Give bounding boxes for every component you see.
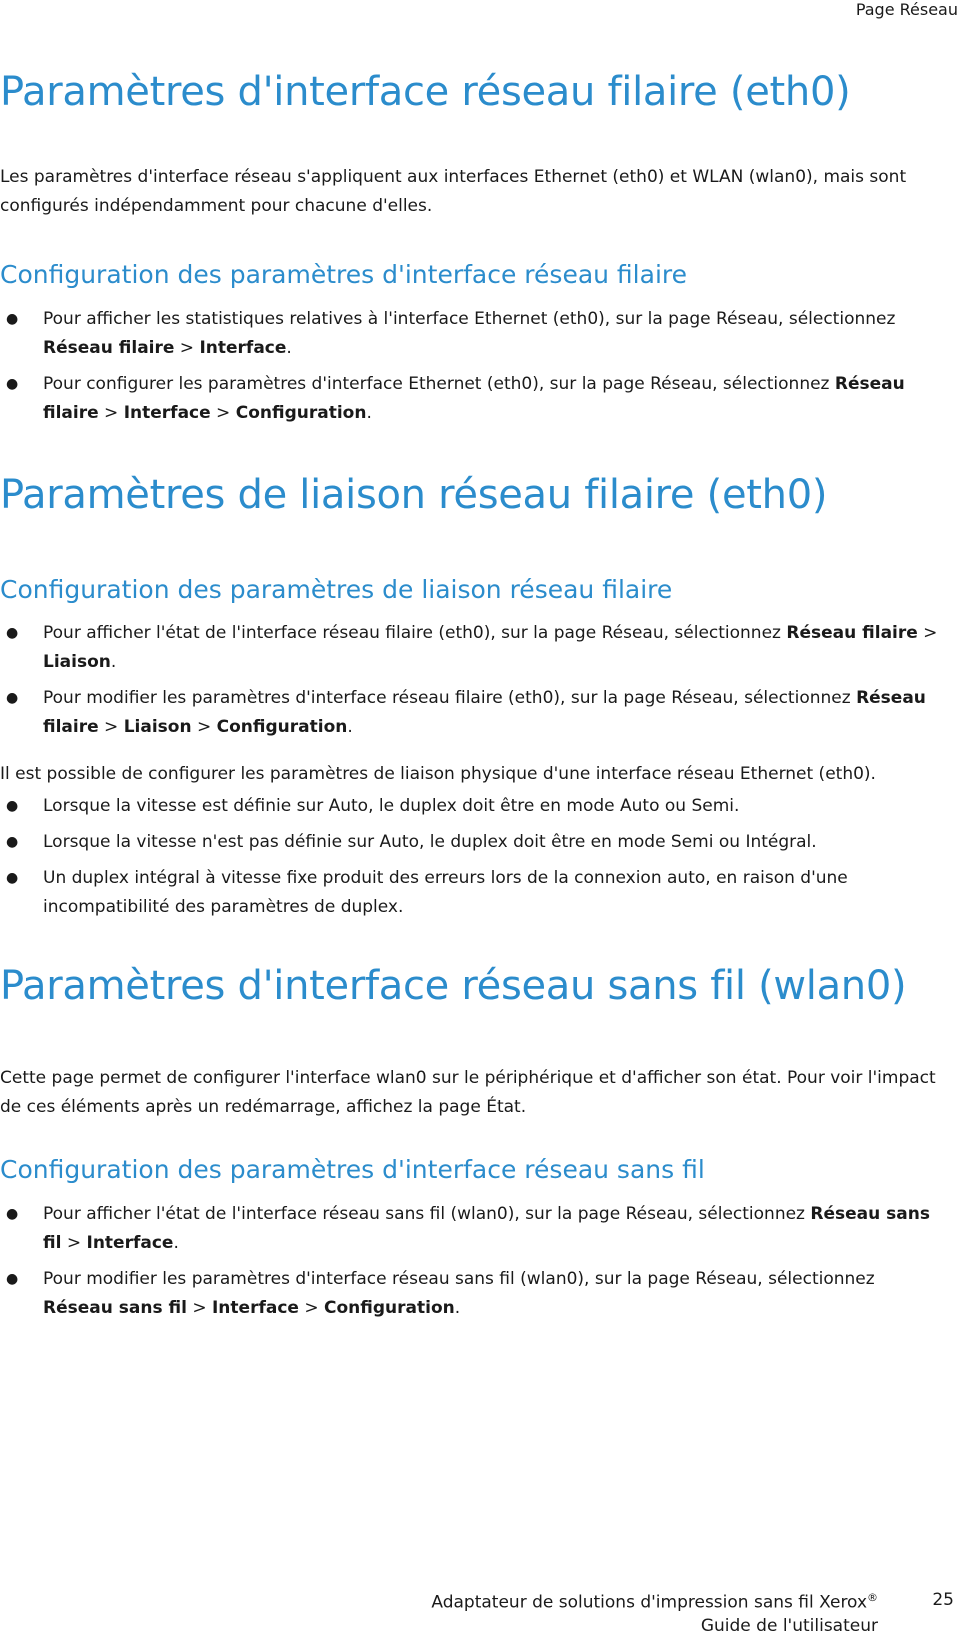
list-item: ● Pour afficher l'état de l'interface réseau filaire (eth0), sur la page Réseau, sélectionnez Réseau filaire > Liaison. xyxy=(0,619,940,677)
menu-path-item: Interface xyxy=(86,1233,174,1253)
bullet-icon: ● xyxy=(6,870,19,886)
menu-path-item: Réseau filaire xyxy=(786,623,918,643)
bullet-list-wireless-interface xyxy=(0,1200,940,1330)
list-item: ● Pour afficher les statistiques relatives à l'interface Ethernet (eth0), sur la page Réseau, sélectionnez Réseau filaire > Interface. xyxy=(0,305,940,363)
bullet-text: Pour afficher l'état de l'interface réseau sans fil (wlan0), sur la page Réseau, sélectionnez xyxy=(43,1204,811,1224)
list-item xyxy=(0,828,940,857)
bullet-icon: ● xyxy=(6,311,19,327)
bullet-text: Pour modifier les paramètres d'interface réseau sans fil (wlan0), sur la page Réseau, sélectionnez xyxy=(43,1269,875,1289)
running-header: Page Réseau xyxy=(855,0,958,19)
menu-path-item: Réseau filaire xyxy=(43,688,926,737)
menu-path-item: Réseau sans fil xyxy=(43,1298,187,1318)
bullet-icon: ● xyxy=(6,798,19,814)
registered-mark: ® xyxy=(867,1591,878,1604)
menu-path-item: Interface xyxy=(199,338,287,358)
menu-path-item: Réseau filaire xyxy=(43,374,905,423)
bullet-list-wired-interface xyxy=(0,305,940,435)
menu-path-item: Interface xyxy=(211,1298,299,1318)
bullet-text: Lorsque la vitesse est définie sur Auto, le duplex doit être en mode Auto ou Semi. xyxy=(43,796,740,816)
bullet-text: Lorsque la vitesse n'est pas définie sur Auto, le duplex doit être en mode Semi ou Intégral. xyxy=(43,832,817,852)
subsection-title-wired-interface-config: Configuration des paramètres d'interface réseau filaire xyxy=(0,260,687,289)
bullet-icon: ● xyxy=(6,834,19,850)
list-item: ● Pour configurer les paramètres d'interface Ethernet (eth0), sur la page Réseau, sélectionnez Réseau filaire > Interface > Configuration. xyxy=(0,370,940,428)
bullet-text: Pour afficher les statistiques relatives à l'interface Ethernet (eth0), sur la page Réseau, sélectionnez xyxy=(43,309,896,329)
subsection-title-wireless-interface-config: Configuration des paramètres d'interface réseau sans fil xyxy=(0,1155,705,1184)
section-title-wired-interface: Paramètres d'interface réseau filaire (eth0) xyxy=(0,69,851,115)
list-item: ● Pour modifier les paramètres d'interface réseau filaire (eth0), sur la page Réseau, sélectionnez Réseau filaire > Liaison > Configuration. xyxy=(0,684,940,742)
menu-path-item: Configuration xyxy=(324,1298,455,1318)
list-item: ● Pour afficher l'état de l'interface réseau sans fil (wlan0), sur la page Réseau, sélectionnez Réseau sans fil > Interface. xyxy=(0,1200,940,1258)
menu-path-item: Réseau filaire xyxy=(43,338,175,358)
menu-path-item: Configuration xyxy=(235,403,367,423)
bullet-icon: ● xyxy=(6,376,19,392)
bullet-text: Pour modifier les paramètres d'interface réseau filaire (eth0), sur la page Réseau, sélectionnez xyxy=(43,688,857,708)
list-item xyxy=(0,792,940,821)
bullet-icon: ● xyxy=(6,1271,19,1287)
menu-path-item: Réseau sans fil xyxy=(43,1204,930,1253)
list-item xyxy=(0,864,940,922)
menu-path-item: Liaison xyxy=(43,652,111,672)
bullet-text: Un duplex intégral à vitesse fixe produit des erreurs lors de la connexion auto, en raison d'une incompatibilité des paramètres de duplex. xyxy=(43,868,848,917)
bullet-text: Pour afficher l'état de l'interface réseau filaire (eth0), sur la page Réseau, sélectionnez xyxy=(43,623,787,643)
menu-path-item: Liaison xyxy=(123,717,192,737)
menu-path-item: Interface xyxy=(123,403,211,423)
section-intro-wireless-interface: Cette page permet de configurer l'interface wlan0 sur le périphérique et d'afficher son état. Pour voir l'impact de ces éléments après un redémarrage, affichez la page État. xyxy=(0,1068,936,1117)
section-title-wireless-interface: Paramètres d'interface réseau sans fil (wlan0) xyxy=(0,963,907,1009)
footer-product-text: Adaptateur de solutions d'impression sans fil Xerox xyxy=(431,1592,867,1613)
bullet-text: Pour configurer les paramètres d'interface Ethernet (eth0), sur la page Réseau, sélectionnez xyxy=(43,374,835,394)
footer-guide-name: Guide de l'utilisateur xyxy=(700,1616,878,1636)
wired-link-note: Il est possible de configurer les paramètres de liaison physique d'une interface réseau Ethernet (eth0). xyxy=(0,764,876,784)
section-title-wired-link: Paramètres de liaison réseau filaire (eth0) xyxy=(0,472,828,518)
menu-path-item: Configuration xyxy=(216,717,348,737)
list-item: ● Pour modifier les paramètres d'interface réseau sans fil (wlan0), sur la page Réseau, sélectionnez Réseau sans fil > Interface > Configuration. xyxy=(0,1265,940,1323)
bullet-list-duplex-notes xyxy=(0,792,940,929)
page-number: 25 xyxy=(932,1590,954,1610)
subsection-title-wired-link-config: Configuration des paramètres de liaison réseau filaire xyxy=(0,575,673,604)
bullet-icon: ● xyxy=(6,625,19,641)
bullet-list-wired-link xyxy=(0,619,940,749)
section-intro-wired-interface: Les paramètres d'interface réseau s'appliquent aux interfaces Ethernet (eth0) et WLAN (wlan0), mais sont configurés indépendamment pour chacune d'elles. xyxy=(0,167,907,216)
footer-product-name xyxy=(431,1591,878,1613)
bullet-icon: ● xyxy=(6,1206,19,1222)
bullet-icon: ● xyxy=(6,690,19,706)
